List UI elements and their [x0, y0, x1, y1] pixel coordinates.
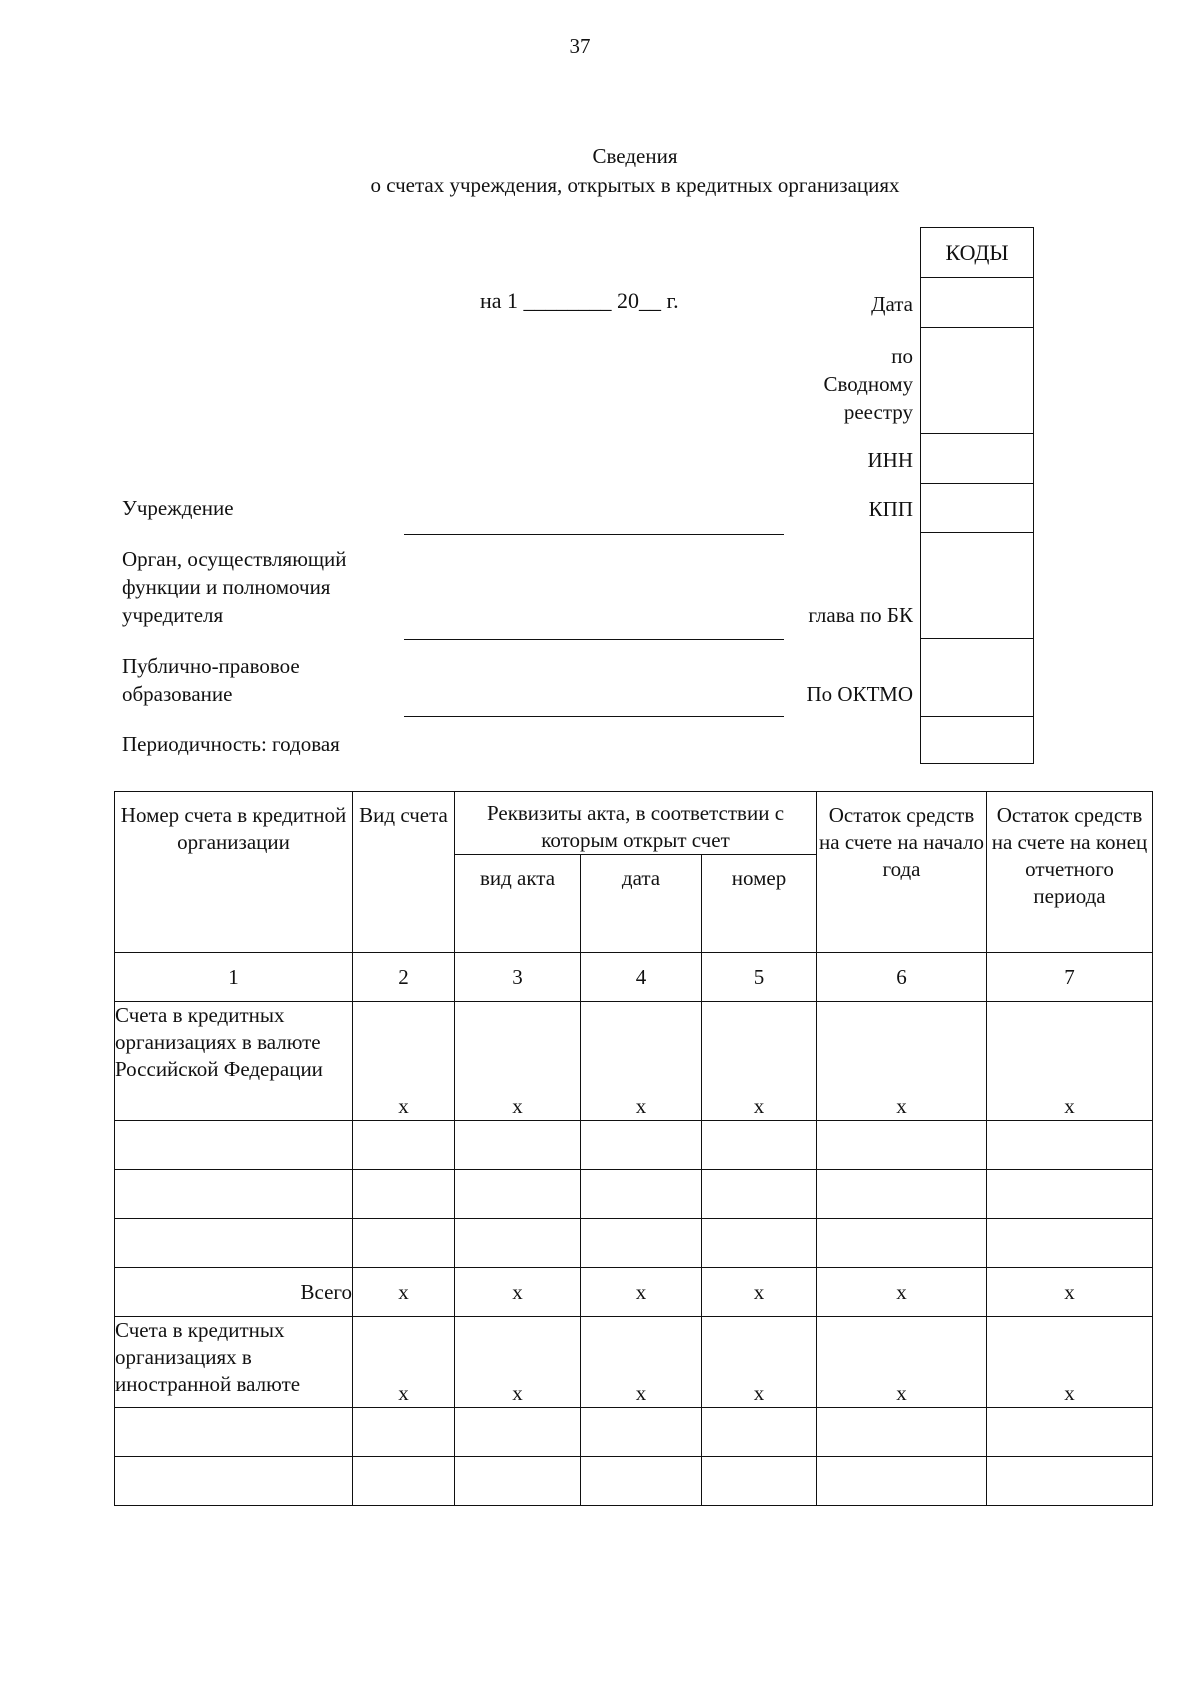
code-inn-cell[interactable] [921, 434, 1033, 484]
x-mark: x [455, 1268, 581, 1317]
page-number: 37 [569, 34, 591, 58]
table-cell[interactable] [817, 1408, 987, 1457]
x-mark: x [353, 1002, 455, 1121]
x-mark: x [581, 1002, 702, 1121]
label-registry-2: Сводному [823, 372, 913, 396]
x-mark: x [987, 1002, 1153, 1121]
label-glava: глава по БК [808, 603, 913, 627]
codes-box [920, 227, 1034, 764]
label-registry-3: реестру [843, 400, 913, 424]
header-act-date: дата [581, 855, 702, 953]
table-cell[interactable] [353, 1219, 455, 1268]
x-mark: x [455, 1002, 581, 1121]
field-public-label-2: образование [122, 682, 233, 706]
x-mark: x [817, 1268, 987, 1317]
table-cell[interactable] [115, 1170, 353, 1219]
table-cell[interactable] [455, 1121, 581, 1170]
code-oktmo-cell[interactable] [921, 639, 1033, 717]
table-cell[interactable] [581, 1170, 702, 1219]
table-cell[interactable] [115, 1408, 353, 1457]
section-foreign-label: Счета в кредитных организациях в иностранной валюте [115, 1317, 353, 1408]
x-mark: x [455, 1317, 581, 1408]
label-oktmo: По ОКТМО [806, 682, 913, 706]
header-account-type: Вид счета [353, 792, 455, 953]
organ-line[interactable] [404, 639, 784, 640]
document-title: Сведения [592, 144, 678, 168]
table-cell[interactable] [115, 1219, 353, 1268]
code-glava-cell[interactable] [921, 533, 1033, 639]
column-number: 7 [987, 953, 1153, 1002]
document-subtitle: о счетах учреждения, открытых в кредитных организациях [370, 173, 900, 197]
table-cell[interactable] [115, 1121, 353, 1170]
column-number: 3 [455, 953, 581, 1002]
header-act-number: номер [702, 855, 817, 953]
x-mark: x [702, 1002, 817, 1121]
table-row [115, 1457, 1153, 1506]
field-organ-label-3: учредителя [122, 603, 224, 627]
table-cell[interactable] [353, 1121, 455, 1170]
report-date-line: на 1 ________ 20__ г. [480, 288, 679, 313]
x-mark: x [817, 1002, 987, 1121]
table-cell[interactable] [987, 1121, 1153, 1170]
field-public-label-1: Публично-правовое [122, 654, 300, 678]
x-mark: x [987, 1317, 1153, 1408]
table-cell[interactable] [702, 1121, 817, 1170]
header-balance-end: Остаток средств на счете на конец отчетного периода [987, 792, 1153, 953]
table-cell[interactable] [702, 1219, 817, 1268]
x-mark: x [353, 1268, 455, 1317]
table-cell[interactable] [581, 1457, 702, 1506]
table-cell[interactable] [702, 1408, 817, 1457]
header-account-number: Номер счета в кредитной организации [115, 792, 353, 953]
table-cell[interactable] [581, 1408, 702, 1457]
public-line[interactable] [404, 716, 784, 717]
field-periodicity: Периодичность: годовая [122, 732, 340, 756]
table-cell[interactable] [353, 1408, 455, 1457]
code-period-cell[interactable] [921, 717, 1033, 763]
table-cell[interactable] [702, 1170, 817, 1219]
table-cell[interactable] [817, 1121, 987, 1170]
table-cell[interactable] [455, 1170, 581, 1219]
total-row [115, 1268, 1153, 1317]
table-cell[interactable] [455, 1408, 581, 1457]
table-row [115, 1408, 1153, 1457]
field-organ-label-1: Орган, осуществляющий [122, 547, 347, 571]
section-rub-label: Счета в кредитных организациях в валюте Российской Федерации [115, 1002, 353, 1121]
code-registry-cell[interactable] [921, 328, 1033, 434]
x-mark: x [817, 1317, 987, 1408]
institution-line[interactable] [404, 534, 784, 535]
x-mark: x [581, 1317, 702, 1408]
table-cell[interactable] [455, 1219, 581, 1268]
x-mark: x [353, 1317, 455, 1408]
codes-header: КОДЫ [921, 228, 1033, 278]
table-cell[interactable] [817, 1219, 987, 1268]
table-cell[interactable] [987, 1219, 1153, 1268]
table-cell[interactable] [581, 1219, 702, 1268]
x-mark: x [987, 1268, 1153, 1317]
table-cell[interactable] [987, 1170, 1153, 1219]
field-organ-label-2: функции и полномочия [122, 575, 331, 599]
table-cell[interactable] [987, 1457, 1153, 1506]
column-number: 4 [581, 953, 702, 1002]
table-cell[interactable] [987, 1408, 1153, 1457]
table-cell[interactable] [115, 1457, 353, 1506]
label-inn: ИНН [867, 448, 913, 472]
section-rub-row [115, 1002, 1153, 1121]
section-foreign-row [115, 1317, 1153, 1408]
code-kpp-cell[interactable] [921, 484, 1033, 533]
column-number: 1 [115, 953, 353, 1002]
table-cell[interactable] [817, 1170, 987, 1219]
label-kpp: КПП [868, 497, 913, 521]
code-date-cell[interactable] [921, 278, 1033, 328]
x-mark: x [581, 1268, 702, 1317]
column-number: 6 [817, 953, 987, 1002]
header-balance-start: Остаток средств на счете на начало года [817, 792, 987, 953]
label-registry-1: по [891, 344, 913, 368]
column-number-row [115, 953, 1153, 1002]
table-row [115, 1121, 1153, 1170]
x-mark: x [702, 1317, 817, 1408]
table-cell[interactable] [702, 1457, 817, 1506]
column-number: 2 [353, 953, 455, 1002]
accounts-table [114, 791, 1153, 1506]
label-date: Дата [871, 292, 913, 316]
table-cell[interactable] [455, 1457, 581, 1506]
x-mark: x [702, 1268, 817, 1317]
table-cell[interactable] [353, 1457, 455, 1506]
table-cell[interactable] [581, 1121, 702, 1170]
table-row [115, 1170, 1153, 1219]
table-row [115, 1219, 1153, 1268]
header-act-type: вид акта [455, 855, 581, 953]
total-label: Всего [115, 1268, 353, 1317]
table-cell[interactable] [817, 1457, 987, 1506]
table-cell[interactable] [353, 1170, 455, 1219]
column-number: 5 [702, 953, 817, 1002]
header-act-details: Реквизиты акта, в соответствии с которым открыт счет [455, 792, 817, 855]
field-institution-label: Учреждение [122, 496, 234, 520]
